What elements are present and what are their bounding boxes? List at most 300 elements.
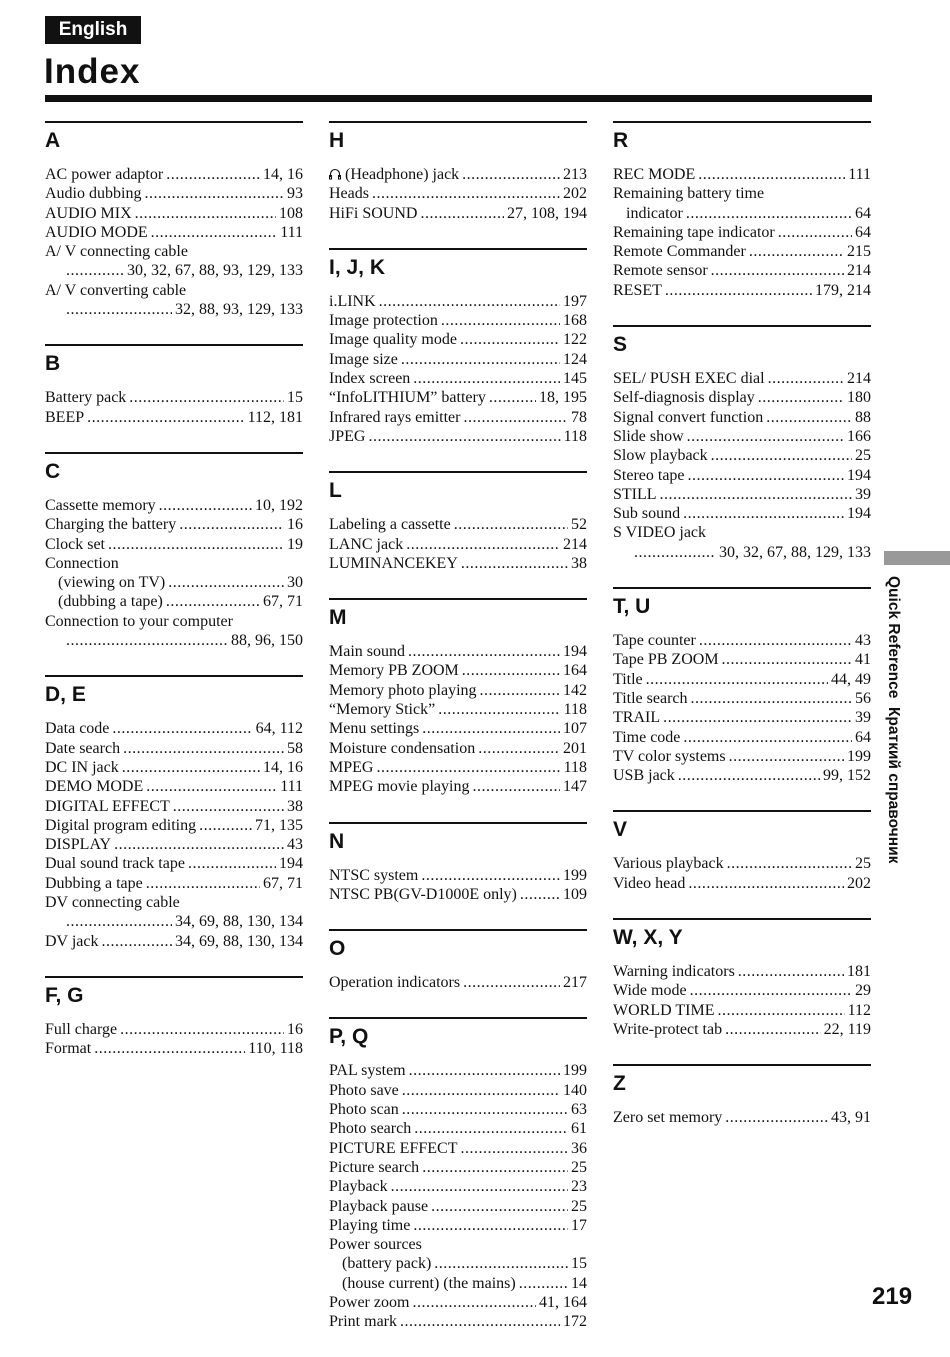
index-entry xyxy=(613,1001,871,1020)
dot-leader xyxy=(766,408,852,427)
index-section xyxy=(329,121,587,248)
entry-term-text: Slide show xyxy=(613,427,684,445)
entry-term-text: DV jack xyxy=(45,932,99,950)
entry-pages: 63 xyxy=(571,1101,587,1119)
entry-list xyxy=(45,165,303,344)
index-entry xyxy=(329,661,587,680)
dot-leader xyxy=(660,485,852,504)
entry-pages: 19 xyxy=(287,535,303,553)
index-entry xyxy=(329,642,587,661)
index-entry xyxy=(329,1293,587,1312)
entry-term xyxy=(329,535,403,554)
entry-list xyxy=(613,631,871,810)
dot-leader xyxy=(408,642,560,661)
index-entry xyxy=(613,485,871,504)
entry-term-text: Slow playback xyxy=(613,447,708,465)
entry-term xyxy=(329,885,517,904)
index-entry xyxy=(613,631,871,650)
dot-leader xyxy=(420,204,504,223)
entry-term xyxy=(329,642,405,661)
entry-pages: 15 xyxy=(287,389,303,407)
entry-term-text: (battery pack) xyxy=(342,1255,432,1273)
dot-leader xyxy=(690,981,852,1000)
entry-pages: 25 xyxy=(571,1197,587,1215)
entry-term-text: Title xyxy=(613,670,643,688)
index-entry xyxy=(329,427,587,446)
dot-leader xyxy=(687,427,844,446)
index-entry xyxy=(613,689,871,708)
dot-leader xyxy=(199,816,252,835)
entry-term-text: Dubbing a tape xyxy=(45,874,143,892)
index-entry xyxy=(45,496,303,515)
dot-leader xyxy=(438,700,560,719)
index-entry xyxy=(45,261,303,280)
index-entry xyxy=(45,592,303,611)
dot-leader xyxy=(412,1293,536,1312)
index-entry xyxy=(613,281,871,300)
index-section xyxy=(45,344,303,452)
entry-term-text: Memory photo playing xyxy=(329,681,477,699)
entry-pages: 179, 214 xyxy=(815,281,871,299)
entry-term-text: NTSC system xyxy=(329,866,419,884)
index-entry xyxy=(613,1108,871,1127)
index-entry xyxy=(613,388,871,407)
dot-leader xyxy=(391,1177,568,1196)
entry-term-text: MPEG xyxy=(329,758,374,776)
index-entry xyxy=(613,504,871,523)
index-entry xyxy=(329,330,587,349)
entry-term-text: “InfoLITHIUM” battery xyxy=(329,389,486,407)
index-entry xyxy=(45,223,303,242)
dot-leader xyxy=(749,242,844,261)
entry-pages: 199 xyxy=(563,866,587,884)
entry-term xyxy=(329,1139,457,1158)
section-letter: A xyxy=(45,129,61,152)
entry-list xyxy=(329,1061,587,1356)
entry-term xyxy=(45,854,185,873)
entry-term-text: Remaining tape indicator xyxy=(613,223,775,241)
entry-term xyxy=(329,1293,409,1312)
entry-list xyxy=(45,1020,303,1084)
entry-term xyxy=(613,689,688,708)
dot-leader xyxy=(778,223,852,242)
dot-leader xyxy=(236,612,300,631)
dot-leader xyxy=(454,515,568,534)
entry-pages: 215 xyxy=(847,243,871,261)
entry-pages: 64 xyxy=(855,728,871,746)
dot-leader xyxy=(122,554,300,573)
entry-pages: 122 xyxy=(563,331,587,349)
headphone-icon xyxy=(329,168,341,180)
entry-term xyxy=(329,311,438,330)
entry-pages: 166 xyxy=(847,427,871,445)
index-entry xyxy=(613,962,871,981)
entry-term xyxy=(613,708,660,727)
index-entry xyxy=(45,535,303,554)
dot-leader xyxy=(688,466,844,485)
index-entry xyxy=(45,797,303,816)
index-entry xyxy=(329,311,587,330)
dot-leader xyxy=(663,708,852,727)
entry-pages: 64 xyxy=(855,204,871,222)
index-entry xyxy=(45,281,303,300)
index-entry xyxy=(329,1235,587,1254)
entry-term-text: Tape counter xyxy=(613,632,696,650)
dot-leader xyxy=(166,592,260,611)
index-entry xyxy=(613,165,871,184)
entry-term xyxy=(329,1081,399,1100)
entry-pages: 194 xyxy=(279,855,303,873)
entry-term xyxy=(45,835,111,854)
dot-leader xyxy=(431,1197,568,1216)
entry-term-text: SEL/ PUSH EXEC dial xyxy=(613,370,765,388)
dot-leader xyxy=(691,689,852,708)
entry-term xyxy=(45,612,233,631)
entry-term xyxy=(45,719,109,738)
entry-term xyxy=(613,670,643,689)
entry-term xyxy=(613,369,765,388)
dot-leader xyxy=(768,369,844,388)
entry-pages: 41 xyxy=(855,651,871,669)
entry-term xyxy=(329,554,458,573)
index-entry xyxy=(329,885,587,904)
dot-leader xyxy=(722,650,852,669)
section-letter: S xyxy=(613,333,628,357)
entry-term xyxy=(329,700,435,719)
index-entry xyxy=(613,874,871,893)
entry-term xyxy=(329,1216,410,1235)
entry-term-text: Stereo tape xyxy=(613,466,685,484)
entry-term xyxy=(329,1119,411,1138)
dot-leader xyxy=(414,1119,568,1138)
dot-leader xyxy=(144,184,284,203)
entry-pages: 78 xyxy=(571,408,587,426)
entry-pages: 194 xyxy=(847,505,871,523)
entry-pages: 197 xyxy=(563,292,587,310)
index-section xyxy=(329,1017,587,1356)
dot-leader xyxy=(462,165,560,184)
index-entry xyxy=(613,543,871,562)
entry-term xyxy=(613,408,763,427)
entry-pages: 181 xyxy=(847,963,871,981)
index-entry xyxy=(613,204,871,223)
side-tab-marker xyxy=(884,551,950,565)
entry-pages: 67, 71 xyxy=(263,593,303,611)
dot-leader xyxy=(725,1108,828,1127)
section-letter: C xyxy=(45,459,61,483)
entry-term-text: Zero set memory xyxy=(613,1109,723,1127)
entry-term-text: REC MODE xyxy=(613,166,696,183)
entry-term xyxy=(613,1108,722,1127)
index-entry xyxy=(45,573,303,592)
entry-term xyxy=(329,408,460,427)
entry-term xyxy=(613,1001,714,1020)
entry-term xyxy=(613,854,724,873)
dot-leader xyxy=(646,670,828,689)
entry-term xyxy=(329,1312,397,1331)
entry-pages: 201 xyxy=(563,739,587,757)
dot-leader xyxy=(767,184,868,203)
section-letter: N xyxy=(329,829,345,853)
entry-term xyxy=(45,535,105,554)
entry-term-text: Print mark xyxy=(329,1313,397,1331)
entry-term-text: Data code xyxy=(45,720,110,738)
index-entry xyxy=(613,466,871,485)
index-entry xyxy=(329,1158,587,1177)
page-number: 219 xyxy=(872,1283,913,1310)
entry-term xyxy=(45,388,126,407)
dot-leader xyxy=(146,777,277,796)
entry-term xyxy=(329,758,373,777)
index-entry xyxy=(329,1177,587,1196)
section-letter: P, Q xyxy=(329,1025,369,1049)
entry-list xyxy=(329,292,587,471)
index-entry xyxy=(45,739,303,758)
entry-term xyxy=(613,874,685,893)
dot-leader xyxy=(441,311,560,330)
entry-term xyxy=(329,388,486,407)
index-entry xyxy=(45,184,303,203)
entry-term-text: Various playback xyxy=(613,855,724,873)
entry-term-text: i.LINK xyxy=(329,292,376,310)
entry-term-text: Video head xyxy=(613,874,686,892)
index-section xyxy=(613,121,871,325)
entry-list xyxy=(45,388,303,452)
index-entry xyxy=(329,1139,587,1158)
entry-term xyxy=(45,515,176,534)
entry-pages: 112, 181 xyxy=(247,408,303,426)
section-letter: F, G xyxy=(45,983,84,1007)
index-entry xyxy=(45,1039,303,1058)
dot-leader xyxy=(421,866,560,885)
dot-leader xyxy=(368,427,560,446)
index-entry xyxy=(329,1312,587,1331)
entry-term-text: USB jack xyxy=(613,767,675,785)
entry-term xyxy=(613,728,680,747)
index-entry xyxy=(45,835,303,854)
entry-term xyxy=(45,408,84,427)
section-letter: B xyxy=(45,352,61,376)
entry-list xyxy=(613,854,871,918)
index-entry xyxy=(45,932,303,951)
entry-term xyxy=(613,184,764,203)
entry-term xyxy=(613,504,680,523)
dot-leader xyxy=(66,261,124,280)
section-letter: R xyxy=(613,129,629,152)
dot-leader xyxy=(114,835,284,854)
dot-leader xyxy=(112,719,252,738)
entry-pages: 10, 192 xyxy=(255,496,303,514)
index-entry xyxy=(613,523,871,542)
entry-term xyxy=(58,573,165,592)
dot-leader xyxy=(434,1254,568,1273)
entry-pages: 39 xyxy=(855,485,871,503)
entry-pages: 34, 69, 88, 130, 134 xyxy=(175,913,303,931)
entry-term-text: Battery pack xyxy=(45,389,127,407)
entry-term-text: Sub sound xyxy=(613,505,681,523)
index-entry xyxy=(329,1081,587,1100)
dot-leader xyxy=(634,543,716,562)
dot-leader xyxy=(758,388,844,407)
entry-term xyxy=(329,1061,406,1080)
index-section xyxy=(45,121,303,344)
entry-term-text: Operation indicators xyxy=(329,974,461,992)
dot-leader xyxy=(166,165,260,184)
entry-pages: 43, 91 xyxy=(831,1109,871,1127)
index-entry xyxy=(329,1197,587,1216)
entry-term-text: Playback pause xyxy=(329,1197,429,1215)
entry-pages: 58 xyxy=(287,739,303,757)
entry-term-text: Photo save xyxy=(329,1081,399,1099)
entry-pages: 93 xyxy=(287,185,303,203)
entry-pages: 108 xyxy=(279,204,303,222)
section-letter: W, X, Y xyxy=(613,926,683,950)
entry-pages: 147 xyxy=(563,778,587,796)
entry-pages: 25 xyxy=(571,1158,587,1176)
entry-pages: 111 xyxy=(280,778,303,796)
entry-term xyxy=(329,165,459,184)
entry-pages: 109 xyxy=(563,885,587,903)
entry-pages: 107 xyxy=(563,720,587,738)
entry-list xyxy=(329,165,587,248)
entry-pages: 38 xyxy=(571,554,587,572)
index-entry xyxy=(329,184,587,203)
entry-list xyxy=(613,962,871,1064)
entry-term-text: Write-protect tab xyxy=(613,1020,723,1038)
index-section xyxy=(329,598,587,821)
entry-pages: 41, 164 xyxy=(539,1293,587,1311)
entry-term-text: Infrared rays emitter xyxy=(329,408,461,426)
entry-term xyxy=(613,165,695,184)
index-entry xyxy=(45,912,303,931)
side-tab-text-en: Quick Reference xyxy=(885,576,902,699)
entry-list xyxy=(613,165,871,325)
dot-leader xyxy=(173,797,284,816)
entry-pages: 111 xyxy=(280,223,303,241)
index-entry xyxy=(329,408,587,427)
entry-term-text: “Memory Stick” xyxy=(329,701,436,719)
entry-term-text: Photo search xyxy=(329,1120,412,1138)
entry-term-text: HiFi SOUND xyxy=(329,204,418,222)
dot-leader xyxy=(87,408,244,427)
entry-term-text: RESET xyxy=(613,281,662,299)
entry-term-text: Connection xyxy=(45,554,119,572)
index-section xyxy=(329,248,587,471)
index-entry xyxy=(329,1254,587,1273)
entry-list xyxy=(329,866,587,930)
entry-pages: 44, 49 xyxy=(831,670,871,688)
dot-leader xyxy=(727,854,852,873)
entry-term-text: Time code xyxy=(613,728,681,746)
index-entry xyxy=(329,700,587,719)
dot-leader xyxy=(462,661,560,680)
entry-pages: 214 xyxy=(847,262,871,280)
index-entry xyxy=(329,292,587,311)
entry-pages: 140 xyxy=(563,1081,587,1099)
index-entry xyxy=(45,612,303,631)
entry-term-text: AUDIO MIX xyxy=(45,204,132,222)
entry-term-text: PICTURE EFFECT xyxy=(329,1139,458,1157)
title-rule xyxy=(45,95,872,102)
entry-term-text: Title search xyxy=(613,689,688,707)
dot-leader xyxy=(409,1061,560,1080)
index-entry xyxy=(613,670,871,689)
entry-term xyxy=(45,874,143,893)
entry-term-text: Labeling a cassette xyxy=(329,516,451,534)
entry-term xyxy=(613,1020,722,1039)
entry-pages: 16 xyxy=(287,516,303,534)
index-entry xyxy=(329,719,587,738)
entry-pages: 34, 69, 88, 130, 134 xyxy=(175,932,303,950)
entry-term-text: DV connecting cable xyxy=(45,894,180,912)
dot-leader xyxy=(122,758,260,777)
entry-term-text: Format xyxy=(45,1040,92,1058)
entry-term-text: Heads xyxy=(329,185,369,203)
index-entry xyxy=(613,369,871,388)
entry-term-text: (dubbing a tape) xyxy=(58,593,163,611)
entry-term-text: AUDIO MODE xyxy=(45,223,148,241)
entry-term xyxy=(329,719,419,738)
entry-term-text: Connection to your computer xyxy=(45,612,233,630)
dot-leader xyxy=(711,261,844,280)
index-entry xyxy=(329,515,587,534)
entry-term xyxy=(329,777,469,796)
index-entry xyxy=(45,300,303,319)
entry-term xyxy=(329,1235,422,1254)
dot-leader xyxy=(400,1312,560,1331)
entry-term-text: TRAIL xyxy=(613,709,661,727)
entry-term xyxy=(329,1177,388,1196)
index-entry xyxy=(613,766,871,785)
dot-leader xyxy=(168,573,284,592)
dot-leader xyxy=(151,223,278,242)
entry-term-text: Photo scan xyxy=(329,1101,399,1119)
entry-term-text: Playback xyxy=(329,1178,388,1196)
dot-leader xyxy=(738,962,844,981)
entry-pages: 202 xyxy=(847,874,871,892)
dot-leader xyxy=(460,1139,568,1158)
dot-leader xyxy=(520,885,560,904)
dot-leader xyxy=(108,535,284,554)
index-entry xyxy=(613,747,871,766)
entry-term xyxy=(45,777,143,796)
entry-list xyxy=(329,515,587,598)
index-section xyxy=(45,976,303,1084)
entry-term xyxy=(613,242,746,261)
dot-leader xyxy=(101,932,172,951)
dot-leader xyxy=(480,681,560,700)
entry-term xyxy=(613,962,735,981)
dot-leader xyxy=(709,523,868,542)
dot-leader xyxy=(94,1039,245,1058)
section-letter: M xyxy=(329,606,347,630)
index-entry xyxy=(329,973,587,992)
dot-leader xyxy=(678,766,820,785)
index-entry xyxy=(45,1020,303,1039)
index-entry xyxy=(329,369,587,388)
index-entry xyxy=(45,242,303,261)
index-section xyxy=(329,929,587,1017)
entry-term xyxy=(45,281,186,300)
index-entry xyxy=(613,184,871,203)
entry-pages: 67, 71 xyxy=(263,874,303,892)
entry-term xyxy=(613,261,708,280)
entry-pages: 25 xyxy=(855,447,871,465)
entry-pages: 172 xyxy=(563,1313,587,1331)
entry-term xyxy=(45,1039,91,1058)
entry-term-text: Digital program editing xyxy=(45,816,197,834)
index-section xyxy=(329,822,587,930)
